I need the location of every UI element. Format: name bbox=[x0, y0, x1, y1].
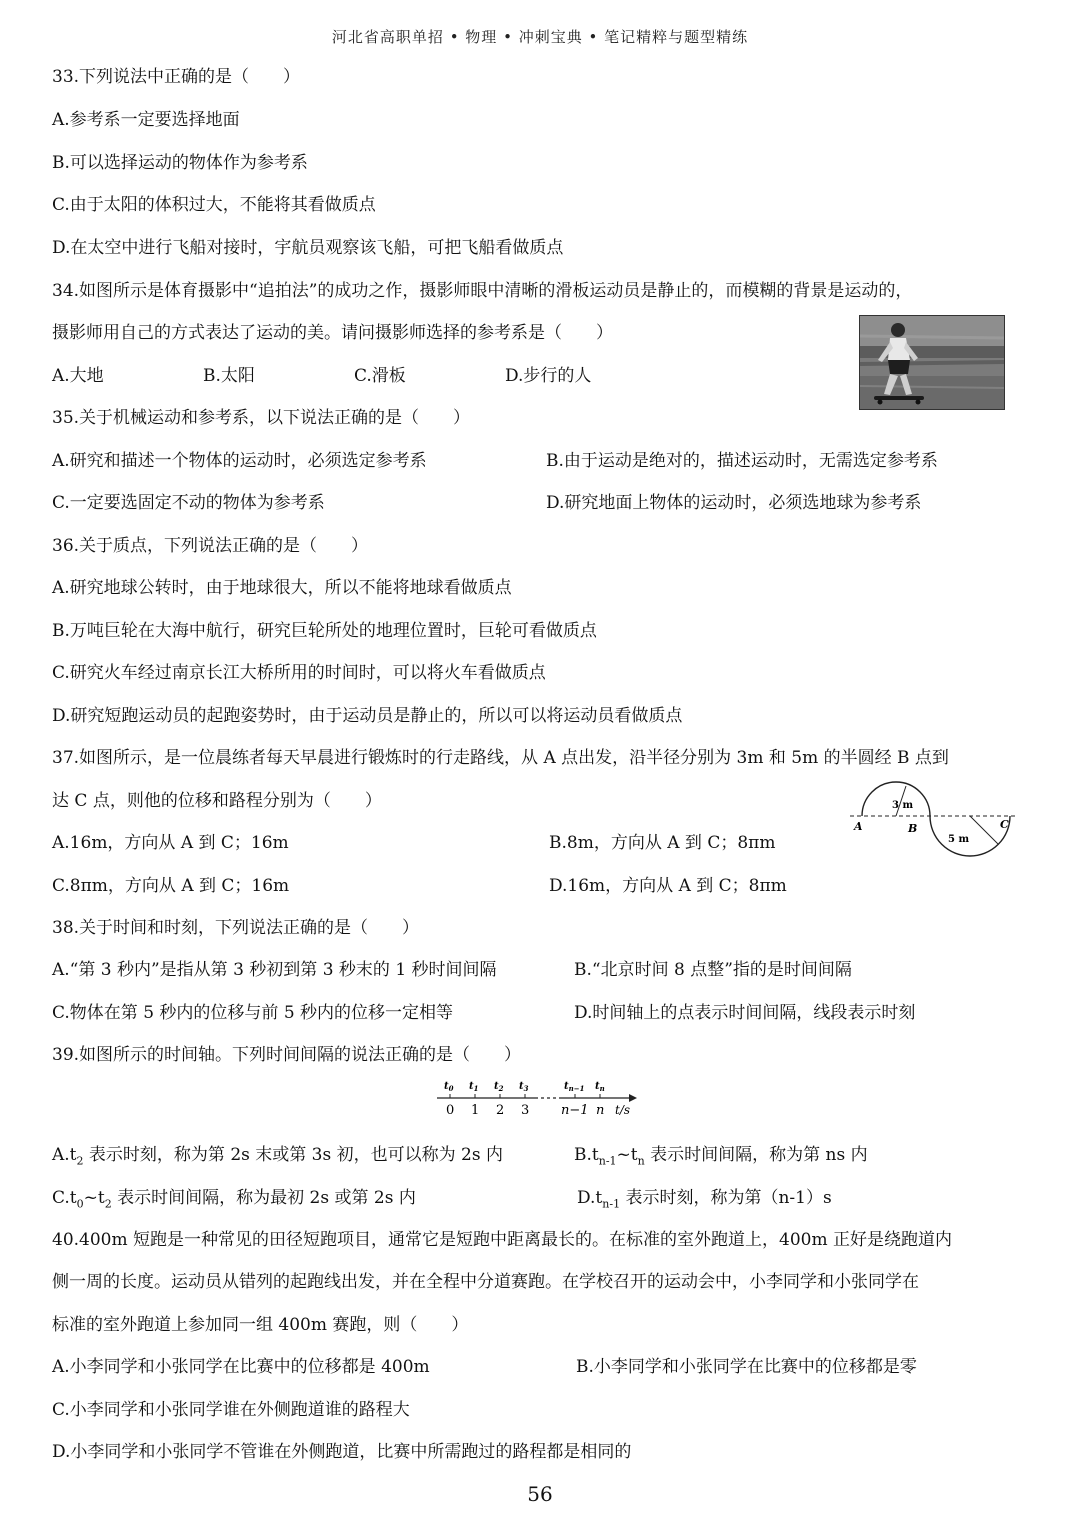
q35-option-a: A.研究和描述一个物体的运动时，必须选定参考系 bbox=[52, 451, 427, 471]
q34-option-c: C.滑板 bbox=[354, 366, 406, 386]
axis-top-t3: t bbox=[519, 1081, 524, 1092]
q35-option-b: B.由于运动是绝对的，描述运动时，无需选定参考系 bbox=[546, 451, 938, 471]
axis-top-sub3: 3 bbox=[523, 1084, 529, 1093]
q39-option-b: $B.t_{n-1}\sim t_n$ 表示时间间隔，称为第 ns 内 bbox=[574, 1145, 868, 1168]
svg-text:t3 bbox=[519, 1081, 529, 1093]
q38-option-a: A.“第 3 秒内”是指从第 3 秒初到第 3 秒末的 1 秒时间间隔 bbox=[52, 960, 497, 980]
radius-3m-label: 3 m bbox=[892, 800, 914, 811]
axis-top-sub0: 0 bbox=[448, 1084, 454, 1093]
axis-label-n1: n−1 bbox=[561, 1103, 589, 1118]
point-b-label: B bbox=[908, 822, 918, 835]
page-header: 河北省高职单招 • 物理 • 冲刺宝典 • 笔记精粹与题型精练 bbox=[331, 28, 749, 46]
axis-top-sub1: 1 bbox=[473, 1084, 479, 1093]
q37-stem-line1: 37.如图所示，是一位晨练者每天早晨进行锻炼时的行走路线，从 A 点出发，沿半径分别为 3m 和 5m 的半圆经 B 点到 bbox=[52, 748, 949, 768]
svg-text:tn−1 bbox=[564, 1081, 584, 1093]
axis-top-subn: n bbox=[599, 1084, 605, 1093]
axis-unit: t/s bbox=[615, 1103, 631, 1117]
q38-option-b: B.“北京时间 8 点整”指的是时间间隔 bbox=[574, 960, 852, 980]
skateboarder-illustration bbox=[860, 316, 1004, 409]
time-axis-figure bbox=[433, 1074, 643, 1120]
q39-option-c: $C.t_0\sim t_2$ 表示时间间隔，称为最初 2s 或第 2s 内 bbox=[52, 1188, 416, 1211]
q40-stem-line3: 标准的室外跑道上参加同一组 400m 赛跑，则（ ） bbox=[52, 1315, 469, 1335]
svg-text:t2 bbox=[494, 1081, 504, 1093]
q34-stem-line1: 34.如图所示是体育摄影中“追拍法”的成功之作，摄影师眼中清晰的滑板运动员是静止的，而模糊的背景是运动的， bbox=[52, 281, 913, 301]
q40-option-c: C.小李同学和小张同学谁在外侧跑道谁的路程大 bbox=[52, 1400, 410, 1420]
q33-option-d: D.在太空中进行飞船对接时，宇航员观察该飞船，可把飞船看做质点 bbox=[52, 238, 564, 258]
semicircle-path-figure bbox=[848, 776, 1018, 866]
skateboarder-photo bbox=[859, 315, 1005, 410]
q38-option-d: D.时间轴上的点表示时间间隔，线段表示时刻 bbox=[574, 1003, 916, 1023]
svg-text:t0 bbox=[444, 1081, 454, 1093]
q37-option-a: A.16m，方向从 A 到 C；16m bbox=[52, 833, 289, 853]
q37-option-c: C.8πm，方向从 A 到 C；16m bbox=[52, 876, 290, 896]
axis-label-1: 1 bbox=[471, 1103, 480, 1118]
axis-top-t2: t bbox=[494, 1081, 499, 1092]
q38-option-c: C.物体在第 5 秒内的位移与前 5 秒内的位移一定相等 bbox=[52, 1003, 454, 1023]
svg-text:tn bbox=[595, 1081, 605, 1093]
q37-option-b: B.8m，方向从 A 到 C；8πm bbox=[549, 833, 776, 853]
axis-top-t1: t bbox=[469, 1081, 474, 1092]
q36-option-d: D.研究短跑运动员的起跑姿势时，由于运动员是静止的，所以可以将运动员看做质点 bbox=[52, 706, 683, 726]
point-a-label: A bbox=[854, 820, 863, 833]
page-number: 56 bbox=[527, 1482, 553, 1506]
q37-stem-line2: 达 C 点，则他的位移和路程分别为（ ） bbox=[52, 791, 382, 811]
axis-top-tn1: t bbox=[564, 1081, 569, 1092]
q40-stem-line1: 40.400m 短跑是一种常见的田径短跑项目，通常它是短跑中距离最长的。在标准的室外跑道上，400m 正好是绕跑道内 bbox=[52, 1230, 952, 1250]
q38-stem: 38.关于时间和时刻，下列说法正确的是（ ） bbox=[52, 918, 420, 938]
q35-stem: 35.关于机械运动和参考系，以下说法正确的是（ ） bbox=[52, 408, 471, 428]
q33-stem: 33.下列说法中正确的是（ ） bbox=[52, 67, 301, 87]
q39-option-a: $A.t_2$ 表示时刻，称为第 2s 末或第 3s 初，也可以称为 2s 内 bbox=[52, 1145, 503, 1168]
q36-option-a: A.研究地球公转时，由于地球很大，所以不能将地球看做质点 bbox=[52, 578, 512, 598]
svg-text:t1 bbox=[469, 1081, 479, 1093]
q40-option-a: A.小李同学和小张同学在比赛中的位移都是 400m bbox=[52, 1357, 430, 1377]
q40-stem-line2: 侧一周的长度。运动员从错列的起跑线出发，并在全程中分道赛跑。在学校召开的运动会中，小李同学和小张同学在 bbox=[52, 1272, 919, 1292]
q34-option-b: B.太阳 bbox=[203, 366, 255, 386]
q33-option-c: C.由于太阳的体积过大，不能将其看做质点 bbox=[52, 195, 376, 215]
q40-option-b: B.小李同学和小张同学在比赛中的位移都是零 bbox=[576, 1357, 917, 1377]
q35-option-c: C.一定要选固定不动的物体为参考系 bbox=[52, 493, 325, 513]
axis-top-t0: t bbox=[444, 1081, 449, 1092]
axis-label-n: n bbox=[596, 1103, 605, 1118]
q39-stem: 39.如图所示的时间轴。下列时间间隔的说法正确的是（ ） bbox=[52, 1045, 522, 1065]
axis-top-sub2: 2 bbox=[498, 1084, 504, 1093]
q40-option-d: D.小李同学和小张同学不管谁在外侧跑道，比赛中所需跑过的路程都是相同的 bbox=[52, 1442, 632, 1462]
q36-option-c: C.研究火车经过南京长江大桥所用的时间时，可以将火车看做质点 bbox=[52, 663, 546, 683]
q34-stem-line2: 摄影师用自己的方式表达了运动的美。请问摄影师选择的参考系是（ ） bbox=[52, 323, 613, 343]
q34-option-d: D.步行的人 bbox=[505, 366, 592, 386]
q36-stem: 36.关于质点，下列说法正确的是（ ） bbox=[52, 536, 369, 556]
axis-top-tn: t bbox=[595, 1081, 600, 1092]
point-c-label: C bbox=[1000, 818, 1009, 831]
radius-5m-label: 5 m bbox=[948, 834, 970, 845]
q37-option-d: D.16m，方向从 A 到 C；8πm bbox=[549, 876, 787, 896]
axis-label-0: 0 bbox=[446, 1103, 455, 1118]
q36-option-b: B.万吨巨轮在大海中航行，研究巨轮所处的地理位置时，巨轮可看做质点 bbox=[52, 621, 597, 641]
axis-label-3: 3 bbox=[521, 1103, 530, 1118]
q33-option-b: B.可以选择运动的物体作为参考系 bbox=[52, 153, 308, 173]
axis-top-subn1: n−1 bbox=[568, 1084, 585, 1093]
q33-option-a: A.参考系一定要选择地面 bbox=[52, 110, 240, 130]
axis-label-2: 2 bbox=[496, 1103, 505, 1118]
q39-option-d: $D.t_{n-1}$ 表示时刻，称为第（n-1）s bbox=[577, 1188, 832, 1211]
q35-option-d: D.研究地面上物体的运动时，必须选地球为参考系 bbox=[546, 493, 922, 513]
q34-option-a: A.大地 bbox=[52, 366, 104, 386]
